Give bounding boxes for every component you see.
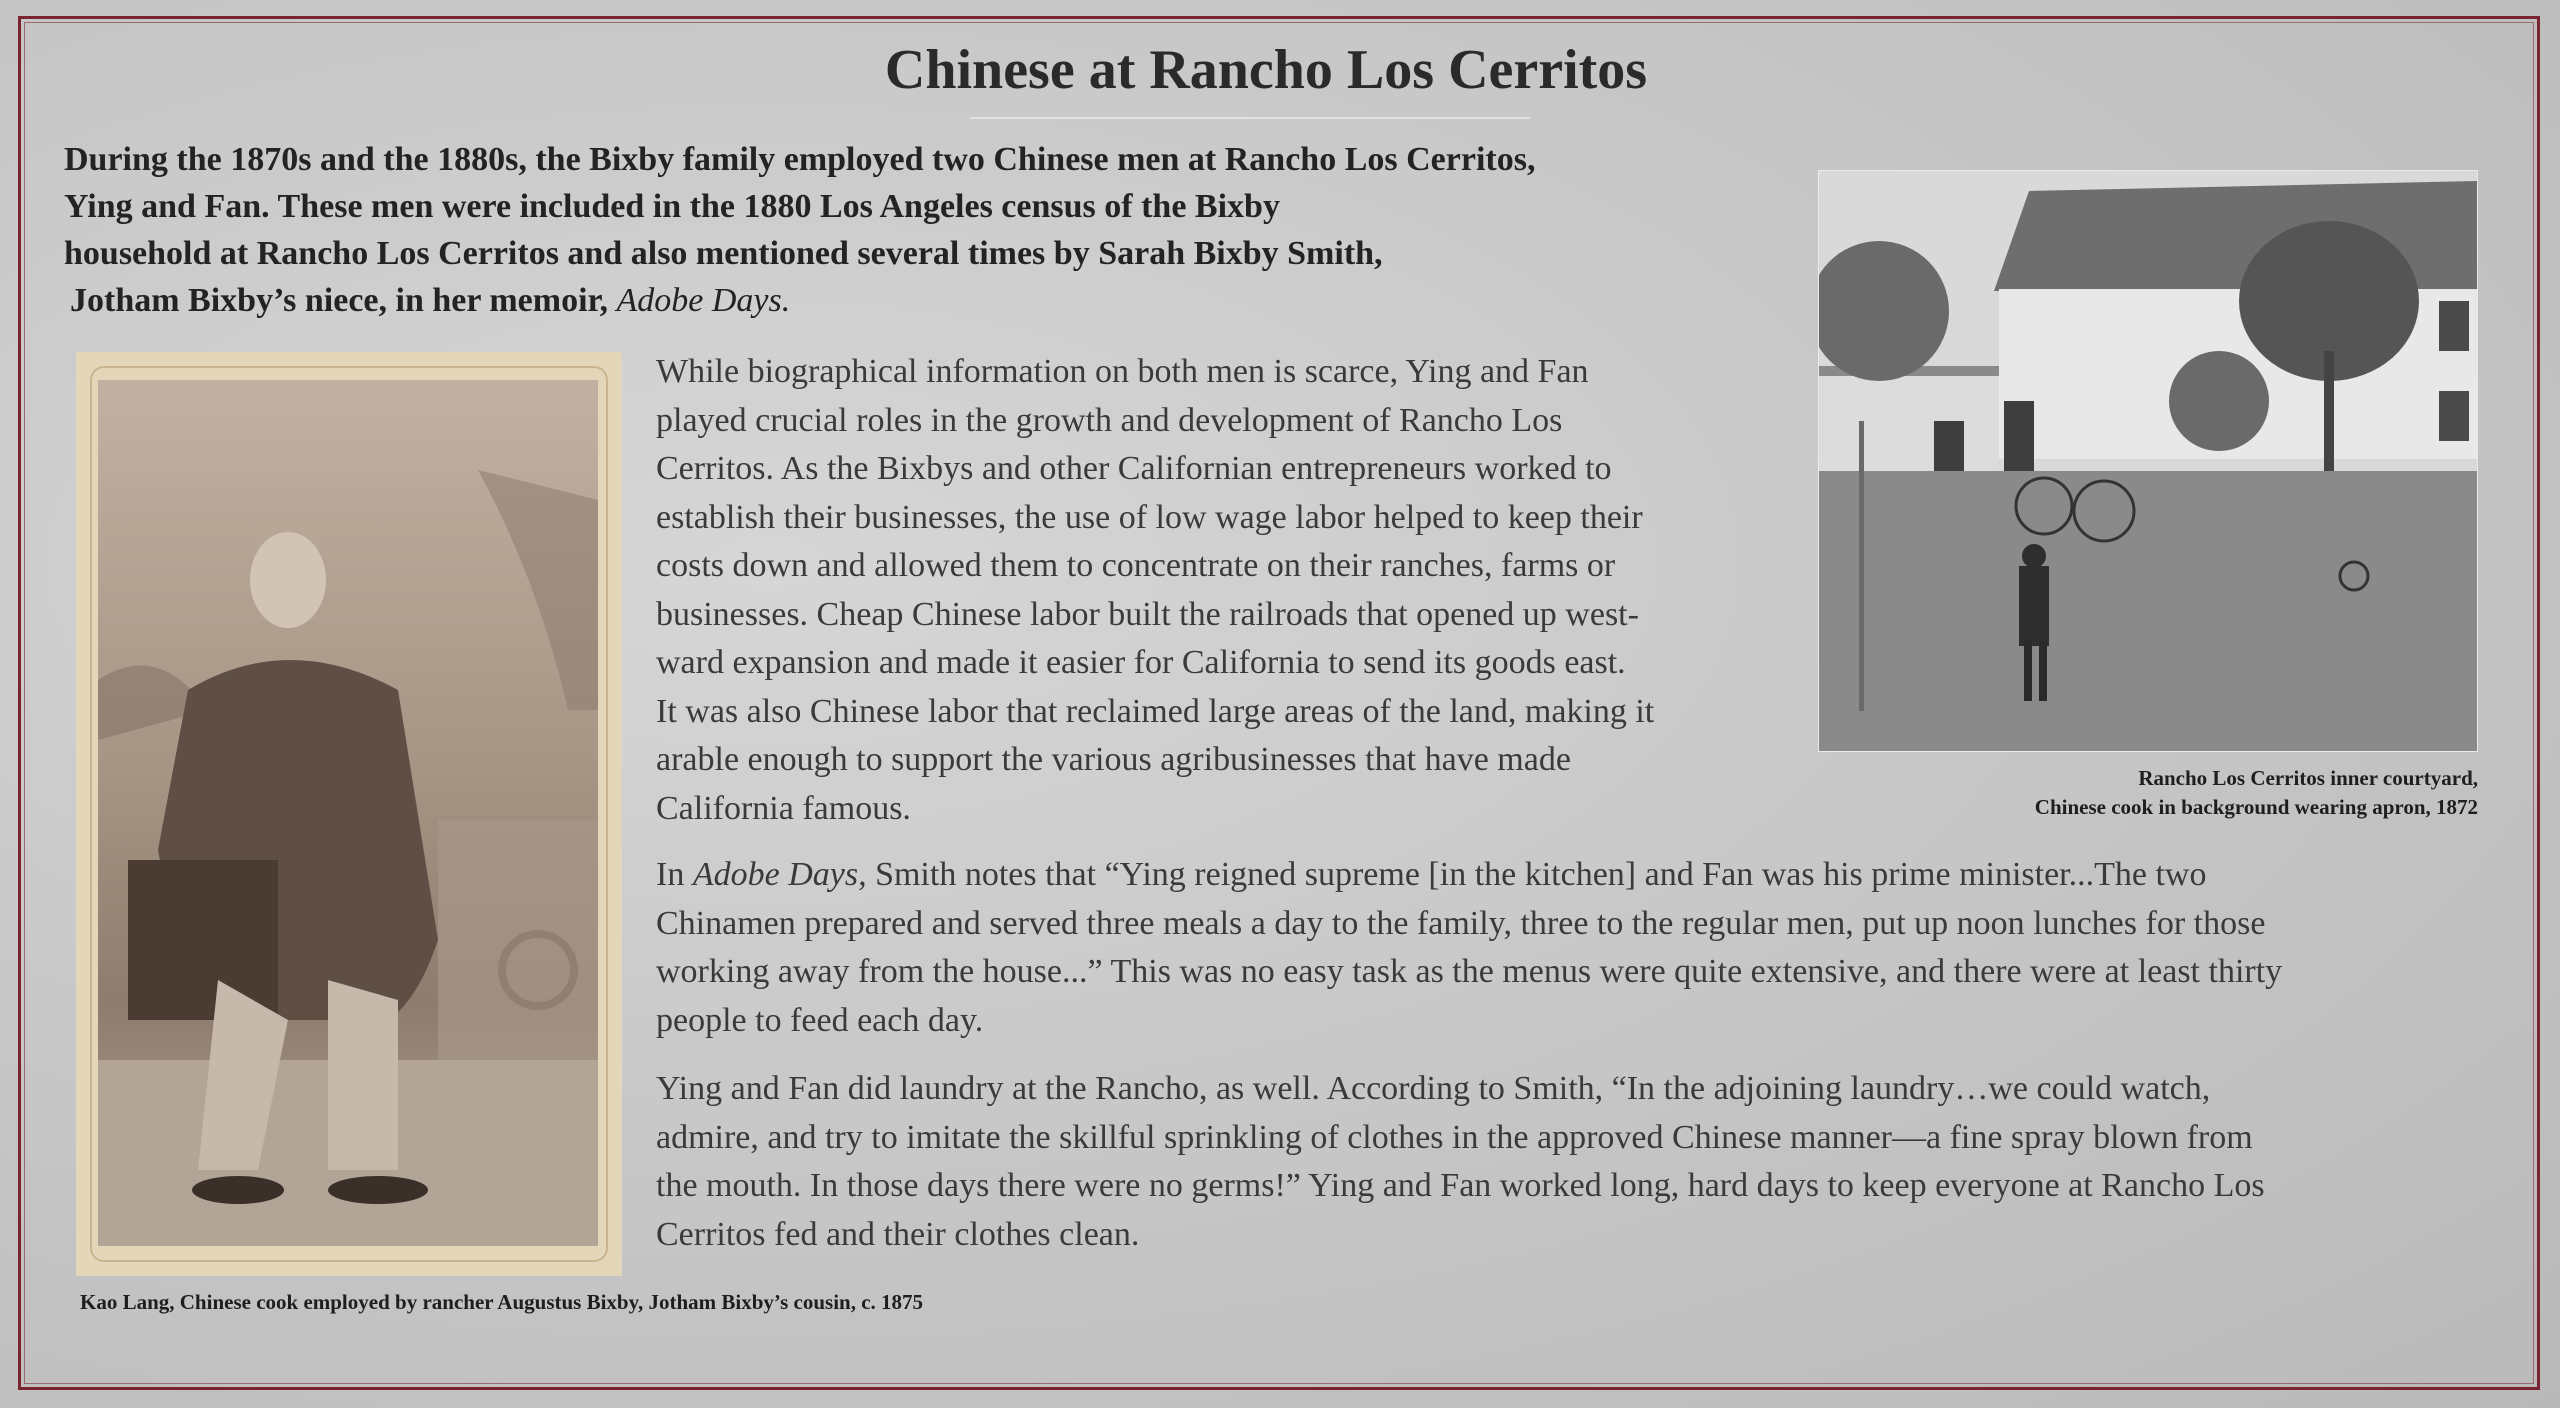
courtyard-caption-line: Chinese cook in background wearing apron, 1872 — [2034, 795, 2478, 819]
body-line: establish their businesses, the use of low wage labor helped to keep their — [656, 498, 1643, 536]
body-line: businesses. Cheap Chinese labor built the railroads that opened up west- — [656, 595, 1639, 633]
portrait-caption: Kao Lang, Chinese cook employed by rancher Augustus Bixby, Jotham Bixby’s cousin, c. 1875 — [80, 1290, 924, 1314]
body-line — [656, 851, 2282, 900]
body-line: Cerritos. As the Bixbys and other Californian entrepreneurs worked to — [656, 450, 1612, 487]
body-line: Cerritos fed and their clothes clean. — [656, 1215, 1140, 1253]
courtyard-illustration — [1819, 171, 2477, 751]
body-line: working away from the house...” This was no easy task as the menus were quite extensive, and there were at least thirty — [656, 953, 2283, 990]
courtyard-photo — [1818, 170, 2478, 752]
body-line: It was also Chinese labor that reclaimed large areas of the land, making it — [656, 692, 1655, 730]
body-line: Ying and Fan did laundry at the Rancho, as well. According to Smith, “In the adjoining laundry…we could watch, — [656, 1070, 2211, 1107]
paragraph-1 — [656, 348, 1654, 833]
body-line: played crucial roles in the growth and development of Rancho Los — [656, 401, 1563, 439]
paragraph-3 — [656, 1065, 2265, 1259]
body-line: arable enough to support the various agribusinesses that have made — [656, 741, 1571, 778]
body-line: the mouth. In those days there were no germs!” Ying and Fan worked long, hard days to keep everyone at Rancho Los — [656, 1167, 2265, 1204]
body-line: Chinamen prepared and served three meals a day to the family, three to the regular men, put up noon lunches for those — [656, 904, 2266, 942]
body-line: admire, and try to imitate the skillful sprinkling of clothes in the approved Chinese manner—a fine spray blown from — [656, 1118, 2253, 1156]
body-line: costs down and allowed them to concentrate on their ranches, farms or — [656, 547, 1616, 584]
intro-line: household at Rancho Los Cerritos and also mentioned several times by Sarah Bixby Smith, — [64, 235, 1383, 272]
body-line: people to feed each day. — [656, 1001, 984, 1039]
courtyard-caption-line: Rancho Los Cerritos inner courtyard, — [2138, 766, 2478, 790]
intro-paragraph — [64, 136, 1784, 324]
portrait-illustration — [98, 380, 598, 1246]
paragraph-2 — [656, 851, 2282, 1045]
book-title: Adobe Days, — [692, 856, 867, 893]
body-text-rest: Smith notes that “Ying reigned supreme [in the kitchen] and Fan was his prime minister...The two — [875, 856, 2207, 893]
intro-line — [64, 277, 1784, 324]
intro-line: Ying and Fan. These men were included in the 1880 Los Angeles census of the Bixby — [64, 188, 1280, 225]
courtyard-caption — [1818, 764, 2478, 822]
intro-line: During the 1870s and the 1880s, the Bixby family employed two Chinese men at Rancho Los Cerritos, — [64, 141, 1536, 178]
body-line: ward expansion and made it easier for California to send its goods east. — [656, 644, 1626, 681]
page-title: Chinese at Rancho Los Cerritos — [884, 39, 1648, 101]
title-divider — [970, 117, 1530, 119]
body-text-lead: In — [656, 856, 685, 893]
portrait-photo — [76, 352, 622, 1276]
intro-book-title: Adobe Days. — [616, 282, 791, 319]
body-line: California famous. — [656, 789, 911, 827]
intro-line-text: Jotham Bixby’s niece, in her memoir, — [70, 282, 608, 319]
portrait-image — [98, 380, 598, 1246]
body-line: While biographical information on both men is scarce, Ying and Fan — [656, 353, 1589, 390]
